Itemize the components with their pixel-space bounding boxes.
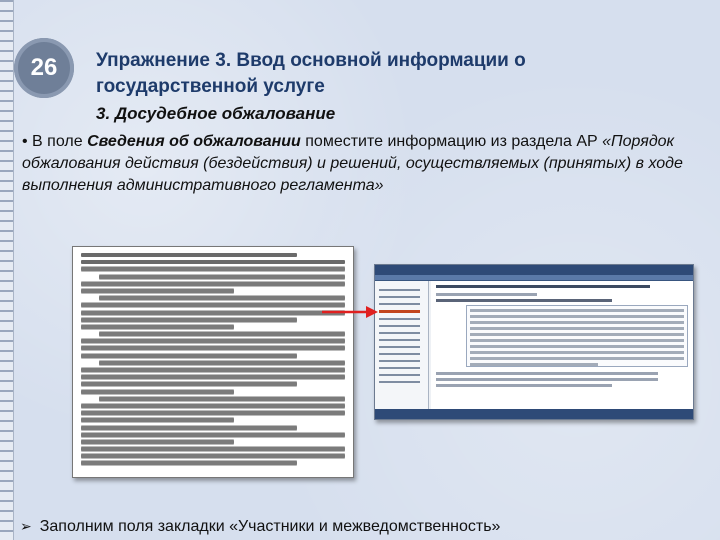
instruction-bullet <box>22 131 692 197</box>
app-status-bar <box>375 409 693 419</box>
slide-number: 26 <box>30 54 58 81</box>
bullet-marker: • <box>22 133 28 150</box>
bullet-text-after: поместите информацию из раздела АР <box>300 133 603 150</box>
app-header-bar <box>375 265 693 275</box>
nav-item-pretrial-appeal <box>379 310 420 313</box>
arrow-bullet-icon: ➢ <box>20 518 32 534</box>
slide-number-badge <box>14 38 74 98</box>
bullet-section-name: «Порядок обжалования действия (бездействия) и решений, осуществляемых (принятых) в ходе выполнения административного регламента» <box>22 133 683 194</box>
registry-app-screenshot <box>374 264 694 420</box>
next-step-line <box>20 518 500 536</box>
regulation-document-screenshot <box>72 246 354 478</box>
next-step-text: Заполним поля закладки «Участники и межведомственность» <box>39 518 501 535</box>
slide-title: Упражнение 3. Ввод основной информации о государственной услуге <box>96 50 526 97</box>
app-left-nav <box>375 281 429 409</box>
red-right-arrow-icon <box>320 302 380 322</box>
slide-subtitle: 3. Досудебное обжалование <box>96 104 336 123</box>
bullet-text-before: В поле <box>27 133 88 150</box>
bullet-field-name: Сведения об обжаловании <box>87 133 301 150</box>
app-main-form <box>431 281 693 409</box>
spiral-binding <box>0 0 14 540</box>
appeal-info-textarea <box>466 305 688 367</box>
